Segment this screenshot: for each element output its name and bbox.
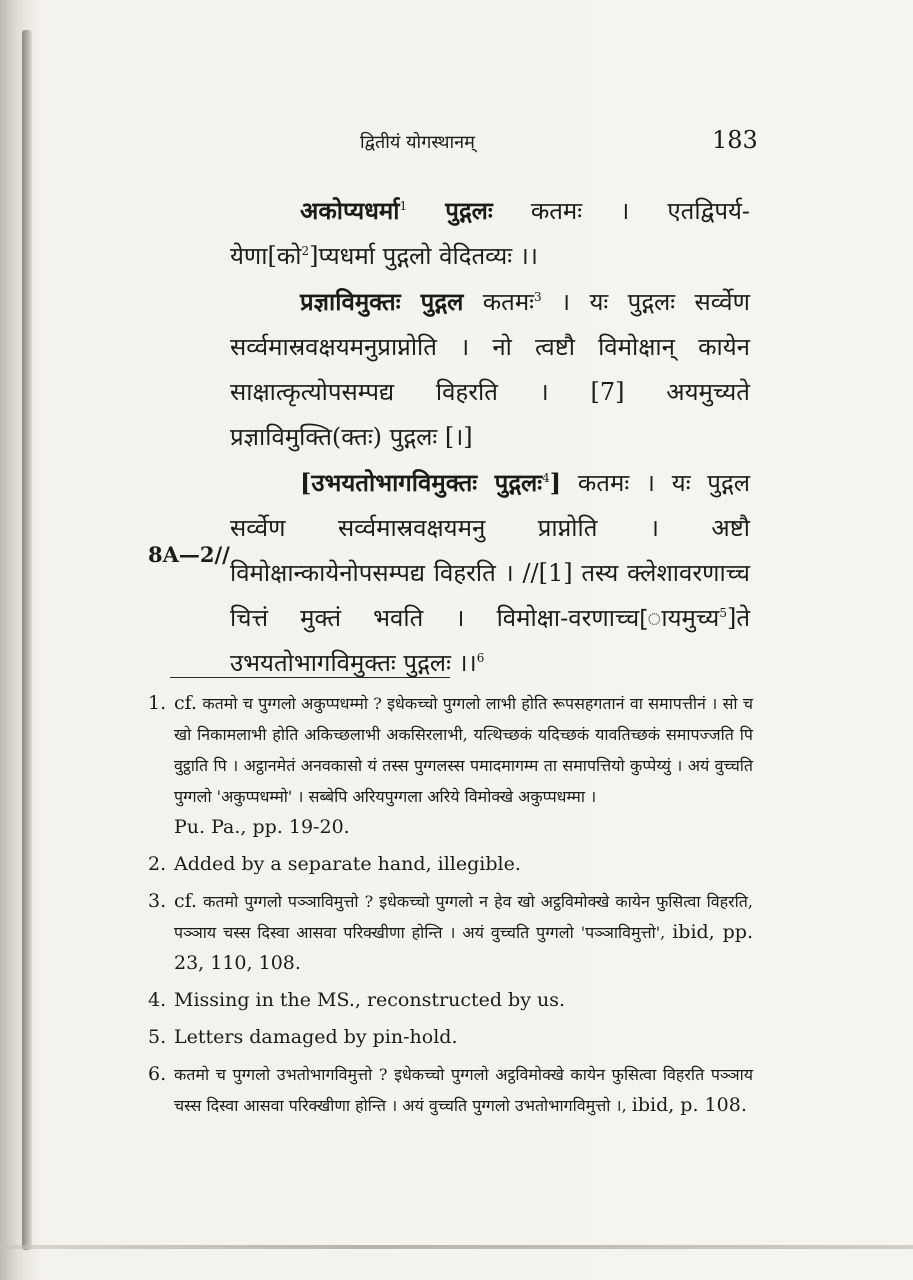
footnote-6 xyxy=(148,1059,753,1121)
footnote-body xyxy=(174,886,753,979)
footnote-ref-4: 4 xyxy=(542,471,550,485)
footnote-text: कतमो च पुग्गलो उभतोभागविमुत्तो ? इधेकच्चो पुग्गलो अट्ठविमोक्खे कायेन फुसित्वा विहरति पञ्ञाय चस्स दिस्वा आसवा परिक्खीणा होन्ति । अयं वुच्चति पुग्गलो उभतोभागविमुत्तो ।, xyxy=(174,1065,753,1115)
term-ubhayatobhaga-close: ] xyxy=(549,468,562,497)
footnote-ref-6: 6 xyxy=(476,651,485,665)
paragraph-prajnavimukta xyxy=(230,279,750,460)
footnote-body xyxy=(174,1059,753,1121)
para3-line3: ]ते उभयतोभागविमुक्तः पुद्गलः ।। xyxy=(230,604,750,677)
term-prajnavimukta: प्रज्ञाविमुक्तः पुद्गल xyxy=(300,287,464,316)
footnote-reference: Pu. Pa., pp. 19-20. xyxy=(174,816,350,838)
footnote-2 xyxy=(148,849,753,880)
footnote-text: Letters damaged by pin-hold. xyxy=(174,1026,458,1048)
page-bottom-edge xyxy=(0,1245,913,1249)
para2-head: कतमः xyxy=(482,288,535,316)
footnote-reference: ibid, pp. 23, 110, 108. xyxy=(174,921,753,974)
footnote-ref-1: 1 xyxy=(399,199,408,213)
para3-line2: विमोक्षान्कायेनोपसम्पद्य विहरति । //[1] तस्य क्लेशावरणाच्च चित्तं मुक्तं भवति । विमोक्षा-वरणाच्च[ायमुच्य xyxy=(230,559,750,632)
footnote-separator xyxy=(170,677,450,678)
running-header: द्वितीयं योगस्थानम् xyxy=(360,132,475,153)
footnote-reference: ibid, p. 108. xyxy=(631,1094,747,1116)
term-pudgala: पुद्गलः xyxy=(445,196,493,225)
footnote-3 xyxy=(148,886,753,979)
footnote-number: 1. xyxy=(148,692,167,714)
footnote-number: 5. xyxy=(148,1026,167,1048)
para1-text: कतमः । एतद्विपर्य-येणा[को xyxy=(230,197,750,270)
footnote-prefix: cf. xyxy=(174,890,198,912)
main-text xyxy=(230,188,750,686)
page-number: 183 xyxy=(712,126,758,154)
footnote-number: 3. xyxy=(148,890,167,912)
folio-margin-note: 8A—2// xyxy=(148,542,230,567)
footnote-body xyxy=(174,688,753,843)
term-ubhayatobhaga: [उभयतोभागविमुक्तः पुद्गलः xyxy=(300,468,543,497)
footnote-text: कतमो च पुग्गलो अकुप्पधम्मो ? इधेकच्चो पुग्गलो लाभी होति रूपसहगतानं वा समापत्तीनं । सो च खो निकामलाभी होति अकिच्छलाभी अकसिरलाभी, यत्थिच्छकं यदिच्छकं यावतिच्छकं समापज्जति पि वुट्ठाति पि । अट्ठानमेतं अनवकासो यं तस्स पुग्गलस्स पमादमागम्म ता समापत्तियो कुप्पेय्युं । अयं वुच्चति पुग्गलो 'अकुप्पधम्मो' । सब्बेपि अरियपुग्गला अरिये विमोक्खे अकुप्पधम्मा । xyxy=(174,694,753,806)
para2-text: । यः पुद्गलः सर्व्वेण सर्व्वमास्रवक्षयमनुप्राप्नोति । नो त्वष्टौ विमोक्षान् कायेन साक्षात्कृत्योपसम्पद्य विहरति । [7] अयमुच्यते प्रज्ञाविमुक्ति(क्तः) पुद्गलः [।] xyxy=(230,288,750,451)
para1-tail: ]प्यधर्मा पुद्गलो वेदितव्यः ।। xyxy=(309,242,538,270)
footnote-ref-3: 3 xyxy=(534,290,542,304)
footnote-text: Missing in the MS., reconstructed by us. xyxy=(174,989,566,1011)
footnote-number: 6. xyxy=(148,1063,167,1085)
footnote-text: कतमो पुग्गलो पञ्ञाविमुत्तो ? इधेकच्चो पुग्गलो न हेव खो अट्ठविमोक्खे कायेन फुसित्वा विहरति, पञ्ञाय चस्स दिस्वा आसवा परिक्खीणा होन्ति । अयं वुच्चति पुग्गलो 'पञ्ञाविमुत्तो', xyxy=(174,892,753,942)
paragraph-akopyadharma xyxy=(230,188,750,279)
footnote-5 xyxy=(148,1022,753,1053)
footnote-prefix: cf. xyxy=(174,692,198,714)
footnote-1 xyxy=(148,688,753,843)
footnote-4 xyxy=(148,985,753,1016)
para3-line1: कतमः । यः पुद्गल सर्व्वेण सर्व्वमास्रवक्षयमनु प्राप्नोति । अष्टौ xyxy=(230,469,750,542)
footnotes xyxy=(148,688,753,1127)
footnote-ref-2: 2 xyxy=(301,244,310,258)
paragraph-ubhayatobhaga xyxy=(230,460,750,686)
footnote-text: Added by a separate hand, illegible. xyxy=(174,853,521,875)
term-akopyadharma: अकोप्यधर्मा xyxy=(300,196,400,225)
footnote-number: 2. xyxy=(148,853,167,875)
footnote-ref-5: 5 xyxy=(719,606,727,620)
book-spine-shadow xyxy=(22,30,32,1250)
footnote-number: 4. xyxy=(148,989,167,1011)
